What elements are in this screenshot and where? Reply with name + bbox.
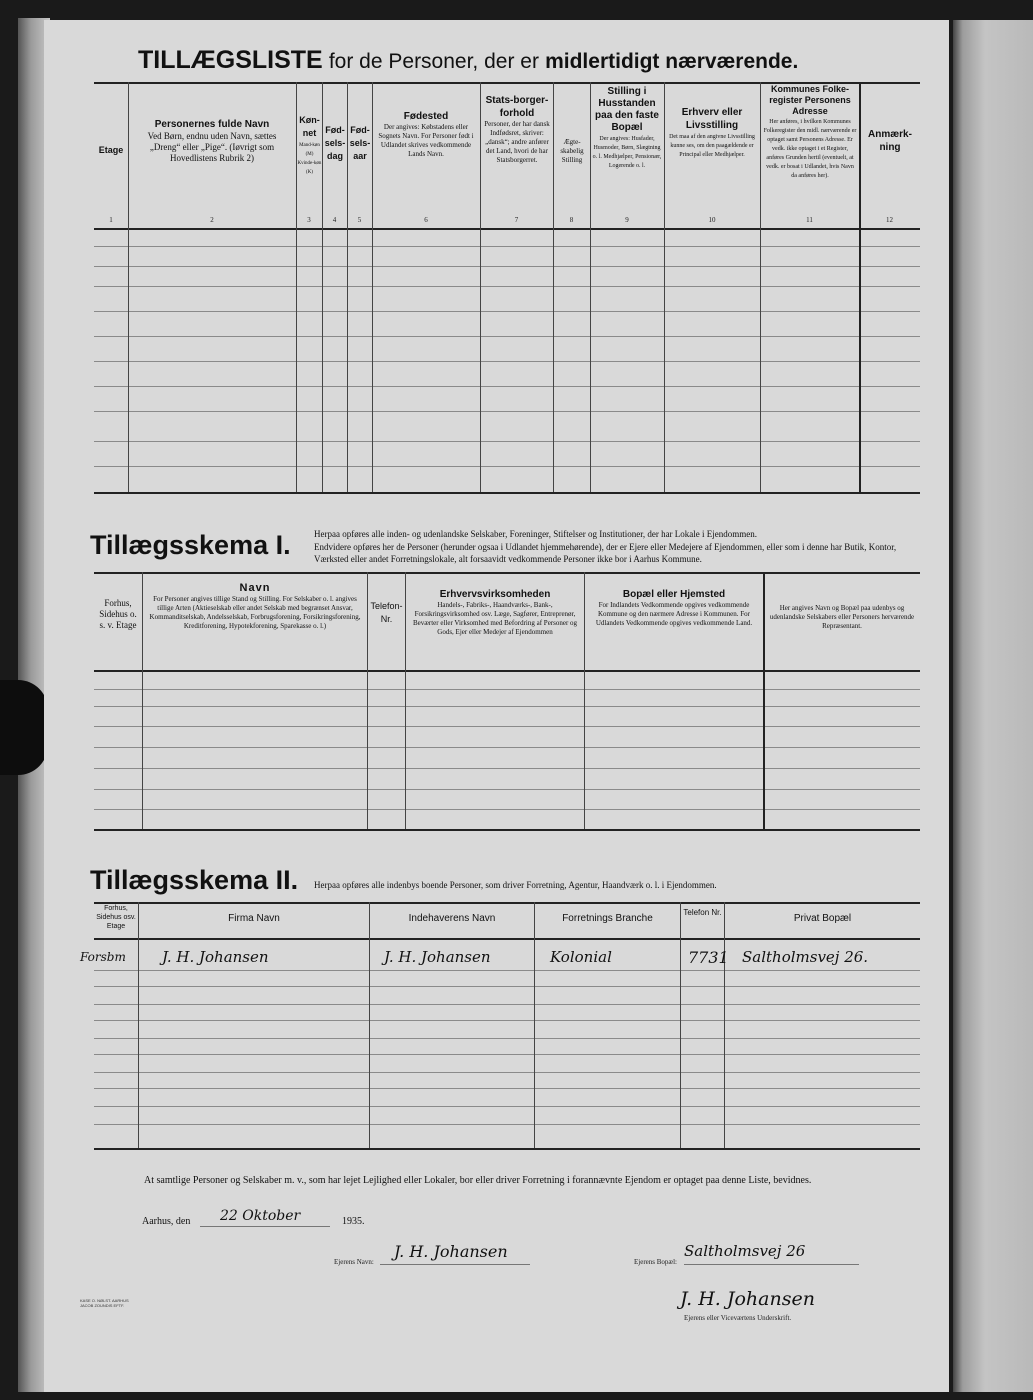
col-number: 12 <box>886 216 893 224</box>
col-number: 6 <box>424 216 428 224</box>
col-header-etage: Etage <box>98 145 124 155</box>
col-number: 7 <box>514 216 519 224</box>
title-normal: for de Personer, der er <box>328 50 539 73</box>
col-header-name: Personernes fulde Navn Ved Børn, endnu uden Navn, sættes „Dreng“ eller „Pige“. (Iøvrigt som Hovedlistens Rubrik 2) <box>147 119 277 163</box>
s2-row1-etage: Forsbm <box>80 950 126 964</box>
col-header-register: Kommunes Folke-register Personens Adresse Her anføres, i hvilken Kommunes Folkeregister den midl. nærværende er optaget samt Personens Adresse. Er vedk. ikke optaget i et Register, anføres Grunden hertil (eventuelt, at vedk. er bosat i Udlandet, hvis Navn da anføres her). <box>763 84 857 179</box>
col-header-birthyear: Fød-sels-aar <box>349 125 371 161</box>
s2-row1-telefon: 7731 <box>688 948 729 967</box>
s1-col-representative: Her angives Navn og Bopæl paa udenbys og udenlandske Selskabers eller Personers herværende Repræsentant. <box>769 604 915 630</box>
col-number: 4 <box>332 216 337 224</box>
s2-row1-indehaver: J. H. Johansen <box>384 948 491 966</box>
footer-city: Aarhus, den <box>142 1216 191 1227</box>
skema2-intro: Herpaa opføres alle indenbys boende Personer, som driver Forretning, Agentur, Haandværk o. l. i Ejendommen. <box>314 880 717 890</box>
footer-date: 22 Oktober <box>220 1208 301 1224</box>
skema2-title: Tillægsskema II. <box>90 865 299 895</box>
owner-signature: J. H. Johansen <box>680 1288 815 1310</box>
col-header-occupation: Erhverv eller Livsstilling Det maa af den angivne Livsstilling kunne ses, om den paagældende er Principal eller Medhjælper. <box>669 107 755 158</box>
s1-col-navn: Navn For Personer angives tillige Stand og Stilling. For Selskaber o. l. angives tillige Arten (Aktieselskab eller andet Selskab med begrænset Ansvar, Kommanditselskab, Andelsselskab, Forbrugsforening, Forsikringsforening, Kreditforening, Hypotekforening, Sparekasse o. l.) <box>149 582 361 630</box>
col-header-birthday: Fød-sels-dag <box>324 125 346 161</box>
title-bold: TILLÆGSLISTE <box>138 46 323 74</box>
s2-row1-firma: J. H. Johansen <box>162 948 269 966</box>
col-header-birthplace: Fødested Der angives: Købstadens eller Sognets Navn. For Personer født i Udlandet skrives vedkommende Lands Navn. <box>378 111 474 158</box>
s2-col-telefon: Telefon Nr. <box>683 908 722 917</box>
col-number: 1 <box>109 216 113 224</box>
s2-col-branche: Forretnings Branche <box>562 913 653 924</box>
col-number: 8 <box>569 216 574 224</box>
col-header-remark: Anmærk-ning <box>868 129 912 153</box>
skema1-intro: Herpaa opføres alle inden- og udenlandske Selskaber, Foreninger, Stiftelser og Institutioner, der har Lokale i Ejendommen. <box>314 529 758 539</box>
col-header-citizenship: Stats-borger-forhold Personer, der har dansk Indfødsret, skriver: „dansk“; andre anfører det Land, hvori de har Statsborgerret. <box>484 95 550 164</box>
col-number: 2 <box>210 216 214 224</box>
s2-row1-bopael: Saltholmsvej 26. <box>742 948 869 966</box>
owner-address-label: Ejerens Bopæl: <box>634 1258 677 1266</box>
col-number: 10 <box>708 216 716 224</box>
s2-col-bopael: Privat Bopæl <box>793 913 852 924</box>
binder-clip <box>0 680 48 775</box>
owner-address: Saltholmsvej 26 <box>684 1242 806 1260</box>
skema1-title: Tillægsskema I. <box>90 530 291 560</box>
col-number: 3 <box>307 216 311 224</box>
form-page <box>44 20 949 1392</box>
col-header-sex: Køn-net Mand-køn (M) Kvinde-køn (K) <box>297 115 322 175</box>
facing-page-edge <box>953 20 1033 1392</box>
owner-name-label: Ejerens Navn: <box>334 1258 374 1266</box>
s1-col-bopael: Bopæl eller Hjemsted For Indlandets Vedkommende opgives vedkommende Kommune og den nærmere Adresse i Kommunen. For Udlandets Vedkommende opgives vedkommende Land. <box>595 589 753 627</box>
title-bold-2: midlertidigt nærværende. <box>545 50 799 73</box>
owner-name: J. H. Johansen <box>394 1242 508 1261</box>
col-number: 5 <box>357 216 362 224</box>
printer-imprint: KASE O. NØLST. AARHUS JACOB ZOUNDIS EFTF. <box>80 1298 129 1308</box>
col-number: 9 <box>625 216 629 224</box>
main-title <box>138 46 938 75</box>
col-header-household: Stilling i Husstanden paa den faste Bopæl Der angives: Husfader, Husmoder, Børn, Slægtning o. l. Medhjælper, Pensionær, Logerende o. l. <box>592 86 662 169</box>
skema1-intro-2: Endvidere opføres her de Personer (herunder ogsaa i Udlandet hjemmehørende), der er Ejere eller Medejere af Ejendommen, eller som i denne har Butik, Kontor, Værksted eller andet Forretningslokale, alt forsaavidt vedkommende Personer ikke bor i Aarhus Kommune. <box>314 542 897 564</box>
col-number: 11 <box>806 216 813 224</box>
footer-statement: At samtlige Personer og Selskaber m. v., som har lejet Lejlighed eller Lokaler, bor eller driver Forretning i forannævnte Ejendom er optaget paa denne Liste, bevidnes. <box>144 1175 812 1186</box>
s2-col-indehaver: Indehaverens Navn <box>408 913 496 924</box>
s1-col-telefon: Telefon-Nr. <box>370 601 403 624</box>
col-header-marital: Ægte-skabelig Stilling <box>560 138 584 164</box>
s2-col-firma: Firma Navn <box>228 913 280 924</box>
s1-col-etage: Forhus, Sidehus o. s. v. Etage <box>99 598 137 630</box>
signature-label: Ejerens eller Viceværtens Underskrift. <box>684 1314 792 1322</box>
s2-col-etage: Forhus, Sidehus osv. Etage <box>96 905 136 930</box>
footer-year: 1935. <box>342 1216 365 1227</box>
s2-row1-branche: Kolonial <box>550 948 612 966</box>
s1-col-erhverv: Erhvervsvirksomheden Handels-, Fabriks-, Haandværks-, Bank-, Forsikringsvirksomhed osv. Læge, Sagfører, Entreprenør, Beværter eller Virksomhed med Befordring af Personer og Gods, Ejer eller Medejer af Ejendommen <box>412 589 578 636</box>
